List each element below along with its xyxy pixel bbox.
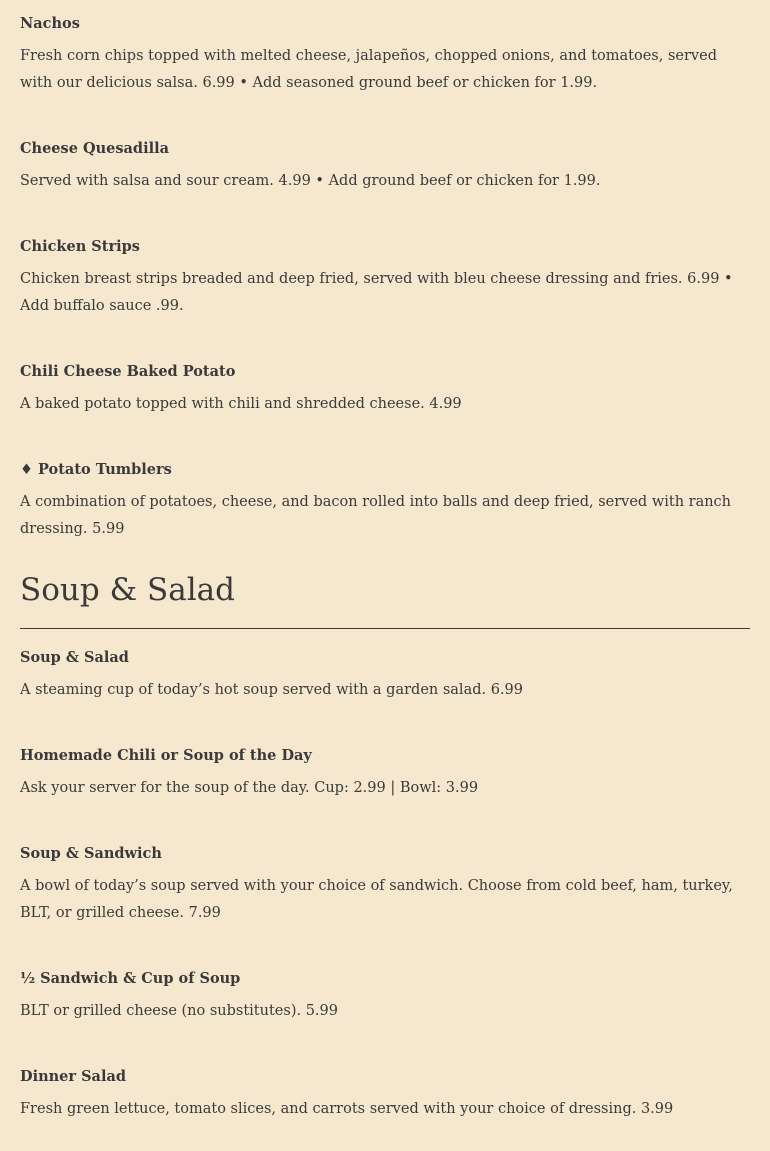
item-name: Nachos xyxy=(20,15,80,32)
menu-item xyxy=(20,629,750,732)
appetizers-section xyxy=(20,0,750,551)
item-name: Dinner Salad xyxy=(20,1068,126,1085)
item-description: A steaming cup of today’s hot soup served with a garden salad. 6.99 xyxy=(20,682,524,698)
item-name: Chili Cheese Baked Potato xyxy=(20,363,236,380)
menu-item xyxy=(20,830,750,955)
item-description: A baked potato topped with chili and shredded cheese. 4.99 xyxy=(20,396,462,412)
item-name: Homemade Chili or Soup of the Day xyxy=(20,747,312,764)
item-name: ♦ Potato Tumblers xyxy=(20,461,172,478)
section-title: Soup & Salad xyxy=(20,551,750,629)
menu-item xyxy=(20,125,750,223)
menu-item xyxy=(20,446,750,551)
menu-item xyxy=(20,955,750,1053)
item-description: Ask your server for the soup of the day. Cup: 2.99 | Bowl: 3.99 xyxy=(20,780,479,796)
menu-item xyxy=(20,732,750,830)
item-name: Chicken Strips xyxy=(20,238,140,255)
menu-item xyxy=(20,0,750,125)
soup-salad-section xyxy=(20,629,750,1151)
item-name: ½ Sandwich & Cup of Soup xyxy=(20,970,241,987)
item-description: Chicken breast strips breaded and deep fried, served with bleu cheese dressing and fries. 6.99 • Add buffalo sauce .99. xyxy=(20,271,733,314)
item-description: A bowl of today’s soup served with your choice of sandwich. Choose from cold beef, ham, turkey, BLT, or grilled cheese. 7.99 xyxy=(20,878,733,921)
menu-item xyxy=(20,348,750,446)
item-description: Fresh corn chips topped with melted cheese, jalapeños, chopped onions, and tomatoes, served with our delicious salsa. 6.99 • Add seasoned ground beef or chicken for 1.99. xyxy=(20,48,717,91)
item-description: BLT or grilled cheese (no substitutes). 5.99 xyxy=(20,1003,338,1019)
item-name: Cheese Quesadilla xyxy=(20,140,169,157)
item-description: Served with salsa and sour cream. 4.99 • Add ground beef or chicken for 1.99. xyxy=(20,173,601,189)
item-name: Soup & Sandwich xyxy=(20,845,162,862)
menu-item xyxy=(20,223,750,348)
item-description: Fresh green lettuce, tomato slices, and carrots served with your choice of dressing. 3.99 xyxy=(20,1101,674,1117)
menu-item xyxy=(20,1053,750,1151)
item-description: A combination of potatoes, cheese, and bacon rolled into balls and deep fried, served with ranch dressing. 5.99 xyxy=(20,494,732,537)
item-name: Soup & Salad xyxy=(20,649,129,666)
